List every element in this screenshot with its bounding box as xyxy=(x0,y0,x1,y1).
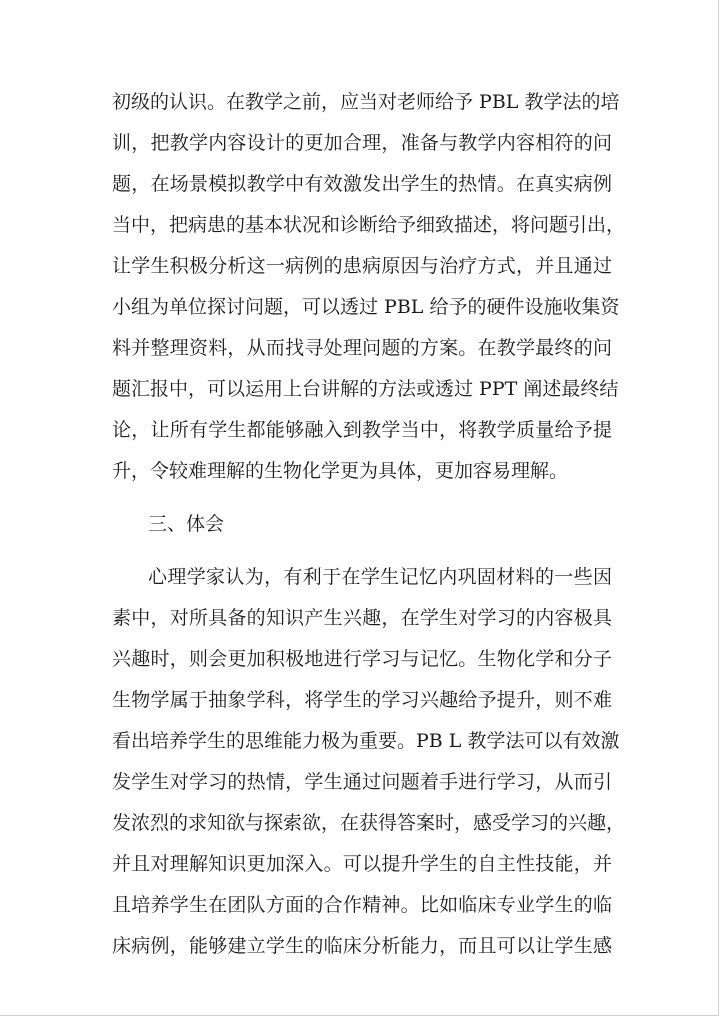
paragraph-1-line-7: 料并整理资料，从而找寻处理问题的方案。在教学最终的问 xyxy=(112,337,612,359)
paragraph-1-line-4: 当中，把病患的基本状况和诊断给予细致描述，将问题引出， xyxy=(112,214,626,236)
paragraph-1-line-2: 训，把教学内容设计的更加合理，准备与教学内容相符的问 xyxy=(112,132,612,154)
paragraph-1-line-3: 题，在场景模拟教学中有效激发出学生的热情。在真实病例 xyxy=(112,173,612,195)
paragraph-1-line-8: 题汇报中，可以运用上台讲解的方法或透过 PPT 阐述最终结 xyxy=(112,378,619,400)
section-heading: 三、体会 xyxy=(148,513,225,535)
paragraph-1-line-10: 升，令较难理解的生物化学更为具体，更加容易理解。 xyxy=(112,460,569,482)
paragraph-2-line-3: 兴趣时，则会更加积极地进行学习与记忆。生物化学和分子 xyxy=(112,648,612,670)
paragraph-1-line-6: 小组为单位探讨问题，可以透过 PBL 给予的硬件设施收集资 xyxy=(112,296,620,318)
paragraph-2-line-8: 并且对理解知识更加深入。可以提升学生的自主性技能，并 xyxy=(112,853,612,875)
paragraph-2-line-9: 且培养学生在团队方面的合作精神。比如临床专业学生的临 xyxy=(112,894,612,916)
paragraph-2-line-4: 生物学属于抽象学科，将学生的学习兴趣给予提升，则不难 xyxy=(112,689,612,711)
paragraph-2-line-6: 发学生对学习的热情，学生通过问题着手进行学习，从而引 xyxy=(112,771,612,793)
paragraph-2-line-7: 发浓烈的求知欲与探索欲，在获得答案时，感受学习的兴趣， xyxy=(112,812,626,834)
paragraph-2-line-1: 心理学家认为，有利于在学生记忆内巩固材料的一些因 xyxy=(148,566,612,588)
paragraph-1-line-1: 初级的认识。在教学之前，应当对老师给予 PBL 教学法的培 xyxy=(112,91,620,113)
paragraph-1-line-5: 让学生积极分析这一病例的患病原因与治疗方式，并且通过 xyxy=(112,255,612,277)
paragraph-2-line-5: 看出培养学生的思维能力极为重要。PB L 教学法可以有效激 xyxy=(112,730,620,752)
paragraph-2-line-2: 素中，对所具备的知识产生兴趣，在学生对学习的内容极具 xyxy=(112,607,612,629)
paragraph-2-line-10: 床病例，能够建立学生的临床分析能力，而且可以让学生感 xyxy=(112,935,612,957)
paragraph-1-line-9: 论，让所有学生都能够融入到教学当中，将教学质量给予提 xyxy=(112,419,612,441)
